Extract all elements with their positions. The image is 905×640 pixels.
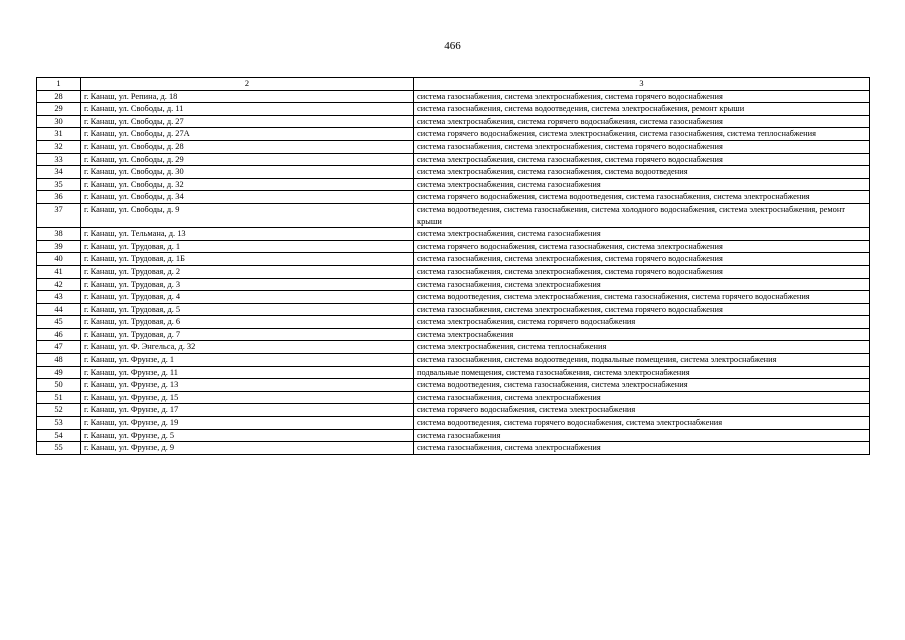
- row-systems: система газоснабжения, система электроснабжения: [414, 442, 870, 455]
- table-row: [37, 203, 870, 227]
- row-number: 46: [37, 328, 81, 341]
- row-systems: система водоотведения, система газоснабжения, система холодного водоснабжения, система электроснабжения, ремонт крыши: [414, 203, 870, 227]
- table-row: [37, 253, 870, 266]
- row-address: г. Канаш, ул. Трудовая, д. 4: [81, 291, 414, 304]
- row-number: 40: [37, 253, 81, 266]
- row-systems: система электроснабжения, система теплоснабжения: [414, 341, 870, 354]
- row-systems: система газоснабжения: [414, 429, 870, 442]
- row-address: г. Канаш, ул. Трудовая, д. 7: [81, 328, 414, 341]
- row-systems: система газоснабжения, система водоотведения, подвальные помещения, система электроснабжения: [414, 354, 870, 367]
- table-row: [37, 404, 870, 417]
- row-number: 28: [37, 90, 81, 103]
- row-systems: система горячего водоснабжения, система газоснабжения, система электроснабжения: [414, 240, 870, 253]
- row-systems: система газоснабжения, система электроснабжения, система горячего водоснабжения: [414, 253, 870, 266]
- row-number: 43: [37, 291, 81, 304]
- table-row: [37, 303, 870, 316]
- table-row: [37, 153, 870, 166]
- row-address: г. Канаш, ул. Трудовая, д. 6: [81, 316, 414, 329]
- row-systems: система электроснабжения: [414, 328, 870, 341]
- row-number: 39: [37, 240, 81, 253]
- table-row: [37, 228, 870, 241]
- row-address: г. Канаш, ул. Фрунзе, д. 17: [81, 404, 414, 417]
- row-address: г. Канаш, ул. Свободы, д. 30: [81, 166, 414, 179]
- row-number: 29: [37, 103, 81, 116]
- row-systems: система электроснабжения, система газоснабжения, система водоотведения: [414, 166, 870, 179]
- header-row: [37, 78, 870, 91]
- row-address: г. Канаш, ул. Тельмана, д. 13: [81, 228, 414, 241]
- row-number: 38: [37, 228, 81, 241]
- row-number: 32: [37, 140, 81, 153]
- row-systems: система электроснабжения, система газоснабжения: [414, 228, 870, 241]
- row-number: 55: [37, 442, 81, 455]
- row-address: г. Канаш, ул. Трудовая, д. 5: [81, 303, 414, 316]
- row-address: г. Канаш, ул. Свободы, д. 34: [81, 191, 414, 204]
- row-address: г. Канаш, ул. Свободы, д. 28: [81, 140, 414, 153]
- row-address: г. Канаш, ул. Свободы, д. 29: [81, 153, 414, 166]
- row-systems: система водоотведения, система горячего водоснабжения, система электроснабжения: [414, 417, 870, 430]
- row-address: г. Канаш, ул. Фрунзе, д. 11: [81, 366, 414, 379]
- row-number: 30: [37, 115, 81, 128]
- row-systems: система электроснабжения, система газоснабжения, система горячего водоснабжения: [414, 153, 870, 166]
- row-number: 41: [37, 265, 81, 278]
- row-systems: система газоснабжения, система электроснабжения, система горячего водоснабжения: [414, 303, 870, 316]
- table-row: [37, 328, 870, 341]
- row-number: 37: [37, 203, 81, 227]
- row-systems: система горячего водоснабжения, система электроснабжения: [414, 404, 870, 417]
- row-address: г. Канаш, ул. Фрунзе, д. 13: [81, 379, 414, 392]
- row-systems: система газоснабжения, система электроснабжения, система горячего водоснабжения: [414, 140, 870, 153]
- registry-table: [36, 77, 870, 455]
- row-number: 52: [37, 404, 81, 417]
- row-systems: система электроснабжения, система газоснабжения: [414, 178, 870, 191]
- table-row: [37, 265, 870, 278]
- table-row: [37, 291, 870, 304]
- table-row: [37, 140, 870, 153]
- row-number: 35: [37, 178, 81, 191]
- row-address: г. Канаш, ул. Фрунзе, д. 9: [81, 442, 414, 455]
- row-address: г. Канаш, ул. Свободы, д. 27: [81, 115, 414, 128]
- registry-body: [37, 90, 870, 454]
- row-number: 36: [37, 191, 81, 204]
- page-number: 466: [444, 40, 461, 52]
- row-number: 49: [37, 366, 81, 379]
- table-row: [37, 417, 870, 430]
- table-row: [37, 240, 870, 253]
- table-row: [37, 391, 870, 404]
- table-row: [37, 115, 870, 128]
- table-row: [37, 128, 870, 141]
- row-systems: система горячего водоснабжения, система электроснабжения, система газоснабжения, система теплоснабжения: [414, 128, 870, 141]
- row-systems: система газоснабжения, система электроснабжения: [414, 278, 870, 291]
- row-number: 31: [37, 128, 81, 141]
- row-number: 42: [37, 278, 81, 291]
- table-row: [37, 166, 870, 179]
- row-number: 47: [37, 341, 81, 354]
- table-row: [37, 316, 870, 329]
- row-number: 51: [37, 391, 81, 404]
- row-address: г. Канаш, ул. Свободы, д. 27А: [81, 128, 414, 141]
- row-number: 53: [37, 417, 81, 430]
- row-address: г. Канаш, ул. Ф. Энгельса, д. 32: [81, 341, 414, 354]
- table-row: [37, 191, 870, 204]
- row-address: г. Канаш, ул. Фрунзе, д. 15: [81, 391, 414, 404]
- row-address: г. Канаш, ул. Трудовая, д. 1Б: [81, 253, 414, 266]
- row-systems: подвальные помещения, система газоснабжения, система электроснабжения: [414, 366, 870, 379]
- table-row: [37, 442, 870, 455]
- table-row: [37, 103, 870, 116]
- row-address: г. Канаш, ул. Фрунзе, д. 5: [81, 429, 414, 442]
- row-address: г. Канаш, ул. Свободы, д. 11: [81, 103, 414, 116]
- row-address: г. Канаш, ул. Трудовая, д. 3: [81, 278, 414, 291]
- row-address: г. Канаш, ул. Репина, д. 18: [81, 90, 414, 103]
- table-row: [37, 178, 870, 191]
- row-systems: система электроснабжения, система горячего водоснабжения: [414, 316, 870, 329]
- row-number: 34: [37, 166, 81, 179]
- column-header-systems: 3: [414, 78, 870, 91]
- table-row: [37, 379, 870, 392]
- row-systems: система газоснабжения, система водоотведения, система электроснабжения, ремонт крыши: [414, 103, 870, 116]
- row-address: г. Канаш, ул. Фрунзе, д. 19: [81, 417, 414, 430]
- row-number: 54: [37, 429, 81, 442]
- table-row: [37, 366, 870, 379]
- table-row: [37, 341, 870, 354]
- table-row: [37, 354, 870, 367]
- table-row: [37, 278, 870, 291]
- row-systems: система горячего водоснабжения, система водоотведения, система газоснабжения, система электроснабжения: [414, 191, 870, 204]
- row-systems: система газоснабжения, система электроснабжения, система горячего водоснабжения: [414, 265, 870, 278]
- row-systems: система водоотведения, система газоснабжения, система электроснабжения: [414, 379, 870, 392]
- row-number: 45: [37, 316, 81, 329]
- row-number: 44: [37, 303, 81, 316]
- row-systems: система электроснабжения, система горячего водоснабжения, система газоснабжения: [414, 115, 870, 128]
- column-header-number: 1: [37, 78, 81, 91]
- row-systems: система газоснабжения, система электроснабжения: [414, 391, 870, 404]
- row-address: г. Канаш, ул. Трудовая, д. 1: [81, 240, 414, 253]
- row-number: 48: [37, 354, 81, 367]
- row-number: 33: [37, 153, 81, 166]
- row-address: г. Канаш, ул. Фрунзе, д. 1: [81, 354, 414, 367]
- row-systems: система водоотведения, система электроснабжения, система газоснабжения, система горячего водоснабжения: [414, 291, 870, 304]
- row-number: 50: [37, 379, 81, 392]
- row-address: г. Канаш, ул. Свободы, д. 32: [81, 178, 414, 191]
- row-systems: система газоснабжения, система электроснабжения, система горячего водоснабжения: [414, 90, 870, 103]
- table-row: [37, 90, 870, 103]
- column-header-address: 2: [81, 78, 414, 91]
- row-address: г. Канаш, ул. Трудовая, д. 2: [81, 265, 414, 278]
- table-row: [37, 429, 870, 442]
- row-address: г. Канаш, ул. Свободы, д. 9: [81, 203, 414, 227]
